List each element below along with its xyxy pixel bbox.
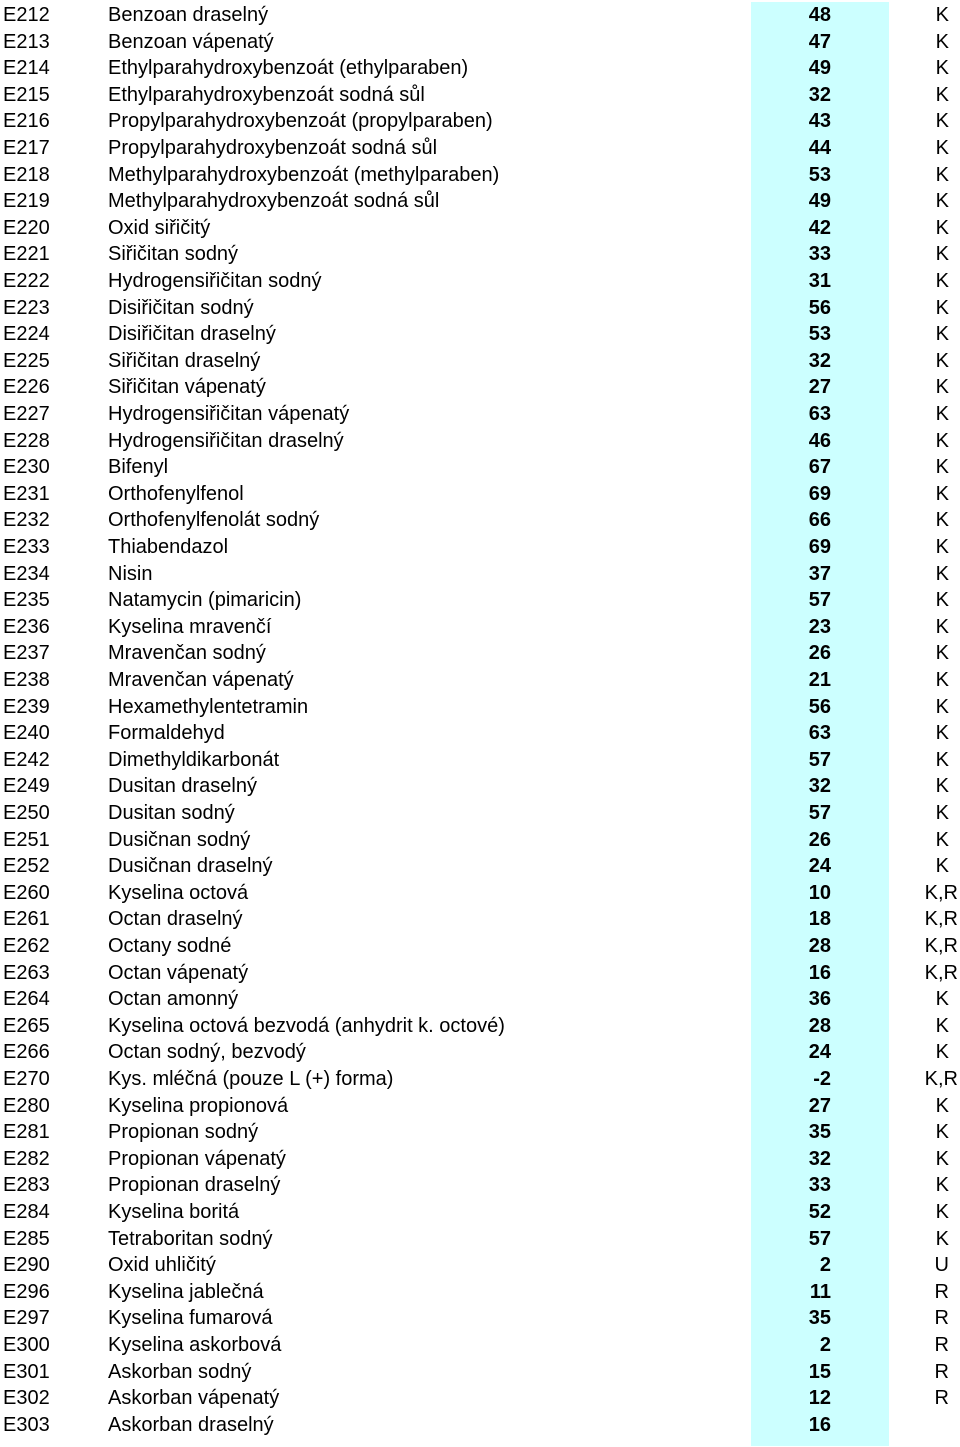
additive-code: E223 xyxy=(3,296,50,319)
additive-value: 56 xyxy=(808,695,831,718)
additive-category: R xyxy=(934,1360,949,1383)
additive-name: Dusičnan sodný xyxy=(108,828,251,851)
table-row xyxy=(0,1332,960,1359)
additive-category: K xyxy=(935,855,949,878)
additive-name: Tetraboritan sodný xyxy=(108,1227,273,1250)
additive-value: 57 xyxy=(808,802,831,824)
additive-value: 33 xyxy=(808,243,831,266)
additive-code: E265 xyxy=(3,1014,50,1037)
table-row xyxy=(0,1226,960,1253)
additive-code: E281 xyxy=(3,1121,50,1144)
additive-name: Propionan draselný xyxy=(108,1174,281,1197)
additive-category: K xyxy=(935,1014,949,1037)
additive-value: 28 xyxy=(808,1014,831,1037)
additive-name: Octan amonný xyxy=(108,988,239,1011)
additive-value: 32 xyxy=(808,1147,831,1170)
additive-category: K xyxy=(935,456,949,479)
additive-category: K xyxy=(935,323,949,346)
table-row xyxy=(0,348,960,375)
additive-name: Kyselina propionová xyxy=(108,1094,289,1117)
additive-category: K,R xyxy=(924,961,958,984)
additive-category: K xyxy=(935,1147,949,1170)
table-row xyxy=(0,135,960,162)
additive-category: K xyxy=(935,190,949,213)
additive-name: Thiabendazol xyxy=(108,536,229,558)
additive-value: 32 xyxy=(808,775,831,798)
table-row xyxy=(0,534,960,561)
additive-code: E239 xyxy=(3,695,50,718)
table-row xyxy=(0,82,960,109)
table-row xyxy=(0,108,960,135)
additive-value: 57 xyxy=(808,1227,831,1250)
additive-code: E214 xyxy=(3,57,50,80)
additive-code: E264 xyxy=(3,988,50,1011)
additive-name: Siřičitan vápenatý xyxy=(108,376,266,399)
additive-category: K xyxy=(935,1174,949,1197)
table-row xyxy=(0,986,960,1013)
additive-code: E216 xyxy=(3,110,50,133)
additive-value: 15 xyxy=(808,1360,831,1383)
additive-value: 23 xyxy=(808,615,831,638)
additive-category: K xyxy=(935,695,949,718)
additive-value: 35 xyxy=(808,1121,831,1144)
additive-name: Mravenčan sodný xyxy=(108,642,266,665)
table-row xyxy=(0,1305,960,1332)
additive-name: Hexamethylentetramin xyxy=(108,695,309,718)
additive-category: K xyxy=(935,615,949,638)
additive-value: 33 xyxy=(808,1174,831,1197)
additive-name: Siřičitan draselný xyxy=(108,349,261,372)
table-row xyxy=(0,747,960,774)
table-row xyxy=(0,1146,960,1173)
additive-category: K xyxy=(935,1094,949,1117)
table-row xyxy=(0,1119,960,1146)
additive-value: 11 xyxy=(809,1280,831,1303)
table-row xyxy=(0,933,960,960)
additive-category: R xyxy=(934,1387,949,1410)
additive-name: Propionan vápenatý xyxy=(108,1147,286,1170)
additive-name: Ethylparahydroxybenzoát (ethylparaben) xyxy=(108,57,469,80)
table-row xyxy=(0,507,960,534)
additive-name: Kys. mléčná (pouze L (+) forma) xyxy=(108,1068,394,1090)
table-row xyxy=(0,800,960,827)
additive-name: Kyselina mravenčí xyxy=(108,615,272,638)
additive-value: 57 xyxy=(808,748,831,771)
table-row xyxy=(0,561,960,588)
additive-name: Propylparahydroxybenzoát (propylparaben) xyxy=(108,110,493,133)
table-row xyxy=(0,401,960,428)
additive-category: K xyxy=(935,243,949,266)
additive-code: E285 xyxy=(3,1227,50,1250)
additive-value: 28 xyxy=(808,935,831,957)
additive-value: 48 xyxy=(808,4,831,26)
additive-value: 63 xyxy=(808,722,831,745)
table-row xyxy=(0,1412,960,1439)
additive-name: Siřičitan sodný xyxy=(108,243,239,266)
additive-name: Octan draselný xyxy=(108,908,243,931)
additive-code: E220 xyxy=(3,216,50,239)
table-row xyxy=(0,215,960,242)
additive-value: 56 xyxy=(808,296,831,319)
additive-category: K xyxy=(935,270,949,292)
table-row xyxy=(0,773,960,800)
additive-category: U xyxy=(934,1254,949,1277)
additive-code: E222 xyxy=(3,270,50,292)
additive-name: Mravenčan vápenatý xyxy=(108,669,294,691)
additive-value: 16 xyxy=(808,961,831,984)
additive-category: K xyxy=(935,429,949,452)
additive-code: E212 xyxy=(3,4,50,26)
additive-code: E233 xyxy=(3,536,50,558)
table-row xyxy=(0,454,960,481)
additive-category: K xyxy=(935,642,949,665)
additive-category: K xyxy=(935,562,949,585)
additive-value: 32 xyxy=(808,349,831,372)
additive-value: 26 xyxy=(808,642,831,665)
additive-code: E217 xyxy=(3,137,50,159)
table-row xyxy=(0,295,960,322)
table-row xyxy=(0,906,960,933)
table-row xyxy=(0,694,960,721)
additive-code: E303 xyxy=(3,1413,50,1436)
additive-value: 49 xyxy=(808,57,831,80)
additive-category: K xyxy=(935,4,949,26)
additive-category: K xyxy=(935,296,949,319)
additive-name: Hydrogensiřičitan draselný xyxy=(108,429,344,452)
additive-category: K xyxy=(935,110,949,133)
additive-name: Formaldehyd xyxy=(108,722,225,745)
additive-value: 43 xyxy=(808,110,831,133)
additive-name: Hydrogensiřičitan vápenatý xyxy=(108,403,350,425)
additive-category: K xyxy=(935,1201,949,1223)
additive-category: K xyxy=(935,349,949,372)
table-row xyxy=(0,428,960,455)
additive-value: 42 xyxy=(808,216,831,239)
additive-value: 27 xyxy=(808,1094,831,1117)
additive-code: E261 xyxy=(3,908,50,931)
additive-code: E225 xyxy=(3,349,50,372)
table-row xyxy=(0,55,960,82)
table-row xyxy=(0,960,960,987)
additive-value: 66 xyxy=(808,509,831,532)
table-row xyxy=(0,1039,960,1066)
additive-category: R xyxy=(934,1280,949,1303)
additive-value: 24 xyxy=(808,855,831,878)
additive-name: Kyselina octová xyxy=(108,881,249,904)
additive-code: E227 xyxy=(3,403,50,425)
additive-name: Dusitan sodný xyxy=(108,802,235,824)
additive-name: Nisin xyxy=(108,562,153,585)
table-row xyxy=(0,1066,960,1093)
additive-category: K xyxy=(935,376,949,399)
additive-value: 52 xyxy=(808,1201,831,1223)
additive-code: E219 xyxy=(3,190,50,213)
additive-name: Askorban draselný xyxy=(108,1413,274,1436)
additive-category: K xyxy=(935,1121,949,1144)
additive-category: K,R xyxy=(924,1068,958,1090)
table-row xyxy=(0,374,960,401)
additive-name: Kyselina askorbová xyxy=(108,1334,282,1356)
additive-value: 46 xyxy=(808,429,831,452)
table-row xyxy=(0,827,960,854)
additive-name: Propionan sodný xyxy=(108,1121,259,1144)
additive-value: 21 xyxy=(808,669,831,691)
additive-category: K xyxy=(935,589,949,612)
additive-value: 53 xyxy=(808,163,831,186)
additive-name: Askorban sodný xyxy=(108,1360,252,1383)
additive-code: E232 xyxy=(3,509,50,532)
additive-category: K,R xyxy=(924,935,958,957)
additive-category: K xyxy=(935,748,949,771)
additive-value: 44 xyxy=(808,137,831,159)
additive-name: Octany sodné xyxy=(108,935,232,957)
additive-code: E235 xyxy=(3,589,50,612)
table-row xyxy=(0,640,960,667)
table-row xyxy=(0,1385,960,1412)
additive-name: Methylparahydroxybenzoát (methylparaben) xyxy=(108,163,500,186)
additive-value: 37 xyxy=(808,562,831,585)
additive-value: 53 xyxy=(808,323,831,346)
additive-name: Askorban vápenatý xyxy=(108,1387,280,1410)
additive-code: E213 xyxy=(3,30,50,53)
additive-code: E297 xyxy=(3,1307,50,1330)
additive-name: Octan vápenatý xyxy=(108,961,249,984)
additive-name: Natamycin (pimaricin) xyxy=(108,589,302,612)
additive-value: 26 xyxy=(808,828,831,851)
table-row xyxy=(0,587,960,614)
additive-value: 69 xyxy=(808,482,831,505)
additive-name: Orthofenylfenol xyxy=(108,482,244,505)
additive-value: 47 xyxy=(808,30,831,53)
additive-name: Benzoan draselný xyxy=(108,4,269,26)
additive-value: 31 xyxy=(808,270,831,292)
additive-code: E215 xyxy=(3,83,50,106)
additive-name: Disiřičitan draselný xyxy=(108,323,276,346)
additive-code: E252 xyxy=(3,855,50,878)
additive-value: 27 xyxy=(808,376,831,399)
additive-value: 35 xyxy=(808,1307,831,1330)
table-row xyxy=(0,1093,960,1120)
additive-name: Dusitan draselný xyxy=(108,775,257,798)
additive-code: E238 xyxy=(3,669,50,691)
additive-code: E226 xyxy=(3,376,50,399)
additive-value: 57 xyxy=(808,589,831,612)
table-row xyxy=(0,188,960,215)
additive-value: 69 xyxy=(808,536,831,558)
additive-category: R xyxy=(934,1334,949,1356)
additive-code: E231 xyxy=(3,482,50,505)
additive-name: Kyselina boritá xyxy=(108,1201,240,1223)
table-row xyxy=(0,614,960,641)
additive-value: 2 xyxy=(819,1254,831,1277)
additive-code: E234 xyxy=(3,562,50,585)
additive-code: E240 xyxy=(3,722,50,745)
additive-category: K,R xyxy=(924,908,958,931)
additive-category: K xyxy=(935,509,949,532)
additive-code: E242 xyxy=(3,748,50,771)
additive-name: Bifenyl xyxy=(108,456,169,479)
additive-code: E301 xyxy=(3,1360,50,1383)
additive-code: E224 xyxy=(3,323,50,346)
additive-category: K xyxy=(935,216,949,239)
additive-code: E266 xyxy=(3,1041,50,1064)
additive-name: Oxid siřičitý xyxy=(108,216,211,239)
additive-category: K xyxy=(935,722,949,745)
table-row xyxy=(0,1252,960,1279)
table-row xyxy=(0,853,960,880)
additive-category: K xyxy=(935,669,949,691)
additive-code: E218 xyxy=(3,163,50,186)
additive-category: K xyxy=(935,57,949,80)
additive-name: Octan sodný, bezvodý xyxy=(108,1041,306,1064)
additive-code: E237 xyxy=(3,642,50,665)
table-row xyxy=(0,481,960,508)
additive-code: E249 xyxy=(3,775,50,798)
additive-name: Hydrogensiřičitan sodný xyxy=(108,270,322,292)
additive-category: K xyxy=(935,163,949,186)
additive-value: 63 xyxy=(808,403,831,425)
table-row xyxy=(0,162,960,189)
additive-value: 18 xyxy=(808,908,831,931)
additive-name: Benzoan vápenatý xyxy=(108,30,274,53)
additive-code: E270 xyxy=(3,1068,50,1090)
additive-code: E250 xyxy=(3,802,50,824)
additive-category: K xyxy=(935,403,949,425)
additive-name: Disiřičitan sodný xyxy=(108,296,254,319)
additive-name: Dusičnan draselný xyxy=(108,855,273,878)
additive-code: E283 xyxy=(3,1174,50,1197)
table-row xyxy=(0,880,960,907)
additive-value: 67 xyxy=(808,456,831,479)
additive-code: E221 xyxy=(3,243,50,266)
additive-code: E284 xyxy=(3,1201,50,1223)
additive-name: Orthofenylfenolát sodný xyxy=(108,509,320,532)
table-row xyxy=(0,268,960,295)
additive-value: 2 xyxy=(819,1334,831,1356)
additive-category: K xyxy=(935,482,949,505)
additive-name: Ethylparahydroxybenzoát sodná sůl xyxy=(108,83,425,106)
additive-value: 10 xyxy=(808,881,831,904)
table-row xyxy=(0,1359,960,1386)
additive-category: R xyxy=(934,1307,949,1330)
table-row xyxy=(0,321,960,348)
additive-name: Kyselina fumarová xyxy=(108,1307,273,1330)
table-row xyxy=(0,29,960,56)
additive-category: K xyxy=(935,30,949,53)
additive-category: K xyxy=(935,1227,949,1250)
additive-code: E282 xyxy=(3,1147,50,1170)
additive-code: E230 xyxy=(3,456,50,479)
table-row xyxy=(0,667,960,694)
table-row xyxy=(0,241,960,268)
additive-name: Kyselina octová bezvodá (anhydrit k. octové) xyxy=(108,1014,505,1037)
additive-code: E260 xyxy=(3,881,50,904)
additive-name: Oxid uhličitý xyxy=(108,1254,216,1277)
additive-category: K xyxy=(935,802,949,824)
additive-category: K,R xyxy=(924,881,958,904)
additive-name: Dimethyldikarbonát xyxy=(108,748,280,771)
table-row xyxy=(0,1199,960,1226)
additive-value: 12 xyxy=(808,1387,831,1410)
additive-category: K xyxy=(935,137,949,159)
additive-category: K xyxy=(935,536,949,558)
additive-code: E228 xyxy=(3,429,50,452)
table-row xyxy=(0,1013,960,1040)
additive-name: Propylparahydroxybenzoát sodná sůl xyxy=(108,137,438,159)
additive-value: -2 xyxy=(813,1068,831,1090)
additive-category: K xyxy=(935,83,949,106)
additive-code: E302 xyxy=(3,1387,50,1410)
additive-code: E251 xyxy=(3,828,50,851)
additive-code: E296 xyxy=(3,1280,50,1303)
additive-category: K xyxy=(935,828,949,851)
additive-value: 16 xyxy=(808,1413,831,1436)
table-row xyxy=(0,720,960,747)
additive-category: K xyxy=(935,988,949,1011)
additive-value: 49 xyxy=(808,190,831,213)
additive-value: 32 xyxy=(808,83,831,106)
table-row xyxy=(0,1172,960,1199)
additive-code: E262 xyxy=(3,935,50,957)
additive-name: Kyselina jablečná xyxy=(108,1280,264,1303)
additive-code: E290 xyxy=(3,1254,50,1277)
additive-value: 36 xyxy=(808,988,831,1011)
additive-value: 24 xyxy=(808,1041,831,1064)
additive-category: K xyxy=(935,1041,949,1064)
additive-name: Methylparahydroxybenzoát sodná sůl xyxy=(108,190,440,213)
additive-category: K xyxy=(935,775,949,798)
additive-code: E300 xyxy=(3,1334,50,1356)
table-row xyxy=(0,1279,960,1306)
table-row xyxy=(0,2,960,29)
additive-code: E280 xyxy=(3,1094,50,1117)
additive-code: E263 xyxy=(3,961,50,984)
additive-code: E236 xyxy=(3,615,50,638)
